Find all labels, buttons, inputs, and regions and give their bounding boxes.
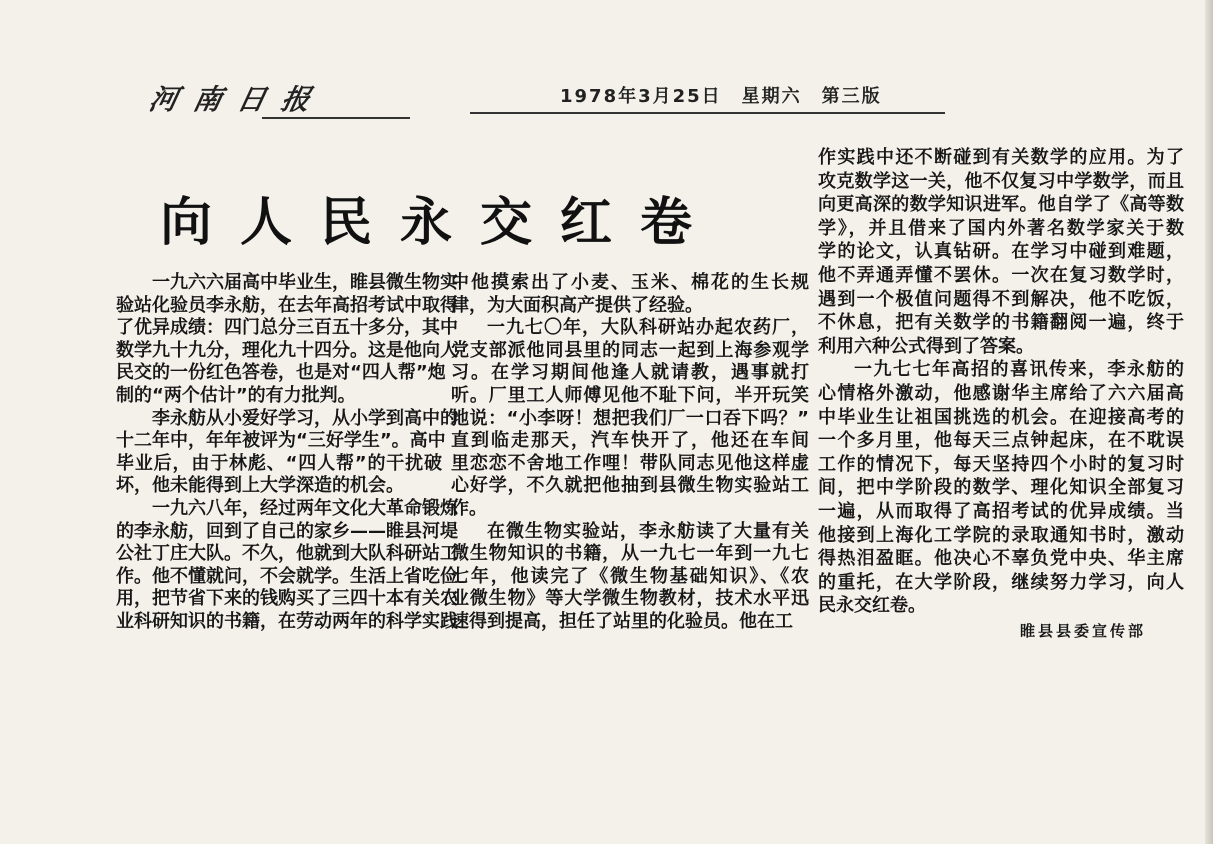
page-number: 第三版	[821, 86, 882, 107]
paragraph-line: 工作的情况下，每天坚持四个小时的复习时	[818, 453, 1184, 475]
paragraph-line: 里恋恋不舍地工作哩！带队同志见他这样虚	[451, 452, 809, 474]
paragraph-line: 数学九十九分，理化九十四分。这是他向人	[116, 339, 458, 361]
paragraph-line: 的李永舫，回到了自己的家乡——睢县河堤	[116, 520, 458, 542]
paragraph-line: 中他摸索出了小麦、玉米、棉花的生长规	[451, 272, 809, 293]
paragraph-line: 心情格外激动，他感谢华主席给了六六届高	[818, 382, 1184, 404]
article-column-3	[818, 146, 1184, 618]
paragraph-line: 业微生物》等大学微生物教材，技术水平迅	[451, 588, 809, 610]
paragraph-line: 在微生物实验站，李永舫读了大量有关	[487, 520, 809, 542]
paragraph-line: 地说：“小李呀！想把我们厂一口吞下吗？”	[451, 407, 809, 429]
paragraph-line: 攻克数学这一关，他不仅复习中学数学，而且	[818, 170, 1184, 192]
paragraph-line: 制的“两个估计”的有力批判。	[116, 384, 356, 406]
paragraph-line: 一遍，从而取得了高招考试的优异成绩。当	[818, 500, 1184, 522]
paragraph-line: 李永舫从小爱好学习，从小学到高中的	[152, 407, 458, 429]
paragraph-line: 十二年中，年年被评为“三好学生”。高中	[116, 430, 446, 452]
paragraph-line: 心好学，不久就把他抽到县微生物实验站工	[451, 475, 809, 497]
paragraph-line: 得热泪盈眶。他决心不辜负党中央、华主席	[818, 548, 1184, 570]
paragraph-line: 作。他不懂就问，不会就学。生活上省吃俭	[116, 565, 458, 587]
paragraph-line: 民永交红卷。	[818, 595, 926, 617]
paragraph-line: 公社丁庄大队。不久，他就到大队科研站工	[116, 543, 458, 565]
paragraph-line: 听。厂里工人师傅见他不耻下问，半开玩笑	[451, 384, 809, 406]
newspaper-masthead: 河南日报	[146, 83, 330, 116]
paragraph-line: 一九七七年高招的喜讯传来，李永舫的	[854, 359, 1184, 381]
paragraph-line: 利用六种公式得到了答案。	[818, 335, 1034, 357]
paragraph-line: 习。在学习期间他逢人就请教，遇事就打	[451, 362, 809, 384]
paragraph-line: 间，把中学阶段的数学、理化知识全部复习	[818, 477, 1184, 499]
paragraph-line: 向更高深的数学知识进军。他自学了《高等数	[818, 194, 1184, 216]
paragraph-line: 微生物知识的书籍，从一九七一年到一九七	[451, 543, 809, 565]
issue-weekday: 星期六	[741, 86, 802, 107]
article-byline: 睢县县委宣传部	[1020, 622, 1147, 640]
paragraph-line: 作实践中还不断碰到有关数学的应用。为了	[818, 147, 1184, 168]
paragraph-line: 学》，并且借来了国内外著名数学家关于数	[818, 217, 1184, 239]
paragraph-line: 学的论文，认真钻研。在学习中碰到难题，	[818, 241, 1184, 263]
paragraph-line: 直到临走那天，汽车快开了，他还在车间	[451, 430, 809, 452]
dateline	[560, 82, 902, 108]
article-column-2	[451, 272, 809, 634]
paragraph-line: 他不弄通弄懂不罢休。一次在复习数学时，	[818, 264, 1184, 286]
paragraph-line: 的重托，在大学阶段，继续努力学习，向人	[818, 571, 1184, 593]
paragraph-line: 毕业后，由于林彪、“四人帮”的干扰破	[116, 452, 442, 474]
paragraph-line: 中毕业生让祖国挑选的机会。在迎接高考的	[818, 406, 1184, 428]
masthead-underline	[262, 117, 410, 119]
paragraph-line: 用，把节省下来的钱购买了三四十本有关农	[116, 588, 458, 610]
paragraph-line: 一九六八年，经过两年文化大革命锻炼	[152, 497, 458, 519]
paragraph-line: 速得到提高，担任了站里的化验员。他在工	[451, 610, 793, 632]
paragraph-line: 一九七〇年，大队科研站办起农药厂，	[487, 317, 809, 339]
paragraph-line: 一九六六届高中毕业生，睢县微生物实	[152, 272, 458, 293]
paragraph-line: 业科研知识的书籍，在劳动两年的科学实践	[116, 610, 458, 632]
paragraph-line: 律，为大面积高产提供了经验。	[451, 294, 703, 316]
paragraph-line: 验站化验员李永舫，在去年高招考试中取得	[116, 294, 458, 316]
paragraph-line: 党支部派他同县里的同志一起到上海参观学	[451, 339, 809, 361]
paragraph-line: 民交的一份红色答卷，也是对“四人帮”炮	[116, 362, 446, 384]
article-title: 向人民永交红卷	[160, 192, 721, 253]
paragraph-line: 不休息，把有关数学的书籍翻阅一遍，终于	[818, 312, 1184, 334]
paragraph-line: 七年，他读完了《微生物基础知识》、《农	[451, 565, 809, 587]
header-rule	[470, 112, 945, 114]
paragraph-line: 作。	[451, 497, 487, 519]
paragraph-line: 一个多月里，他每天三点钟起床，在不耽误	[818, 430, 1184, 452]
paragraph-line: 了优异成绩：四门总分三百五十多分，其中	[116, 317, 458, 339]
article-column-1	[116, 272, 458, 634]
issue-date: 1978年3月25日	[560, 86, 722, 107]
paragraph-line: 他接到上海化工学院的录取通知书时，激动	[818, 524, 1184, 546]
paper-edge	[1205, 0, 1213, 844]
paragraph-line: 遇到一个极值问题得不到解决，他不吃饭，	[818, 288, 1184, 310]
paragraph-line: 坏，他未能得到上大学深造的机会。	[116, 475, 404, 497]
